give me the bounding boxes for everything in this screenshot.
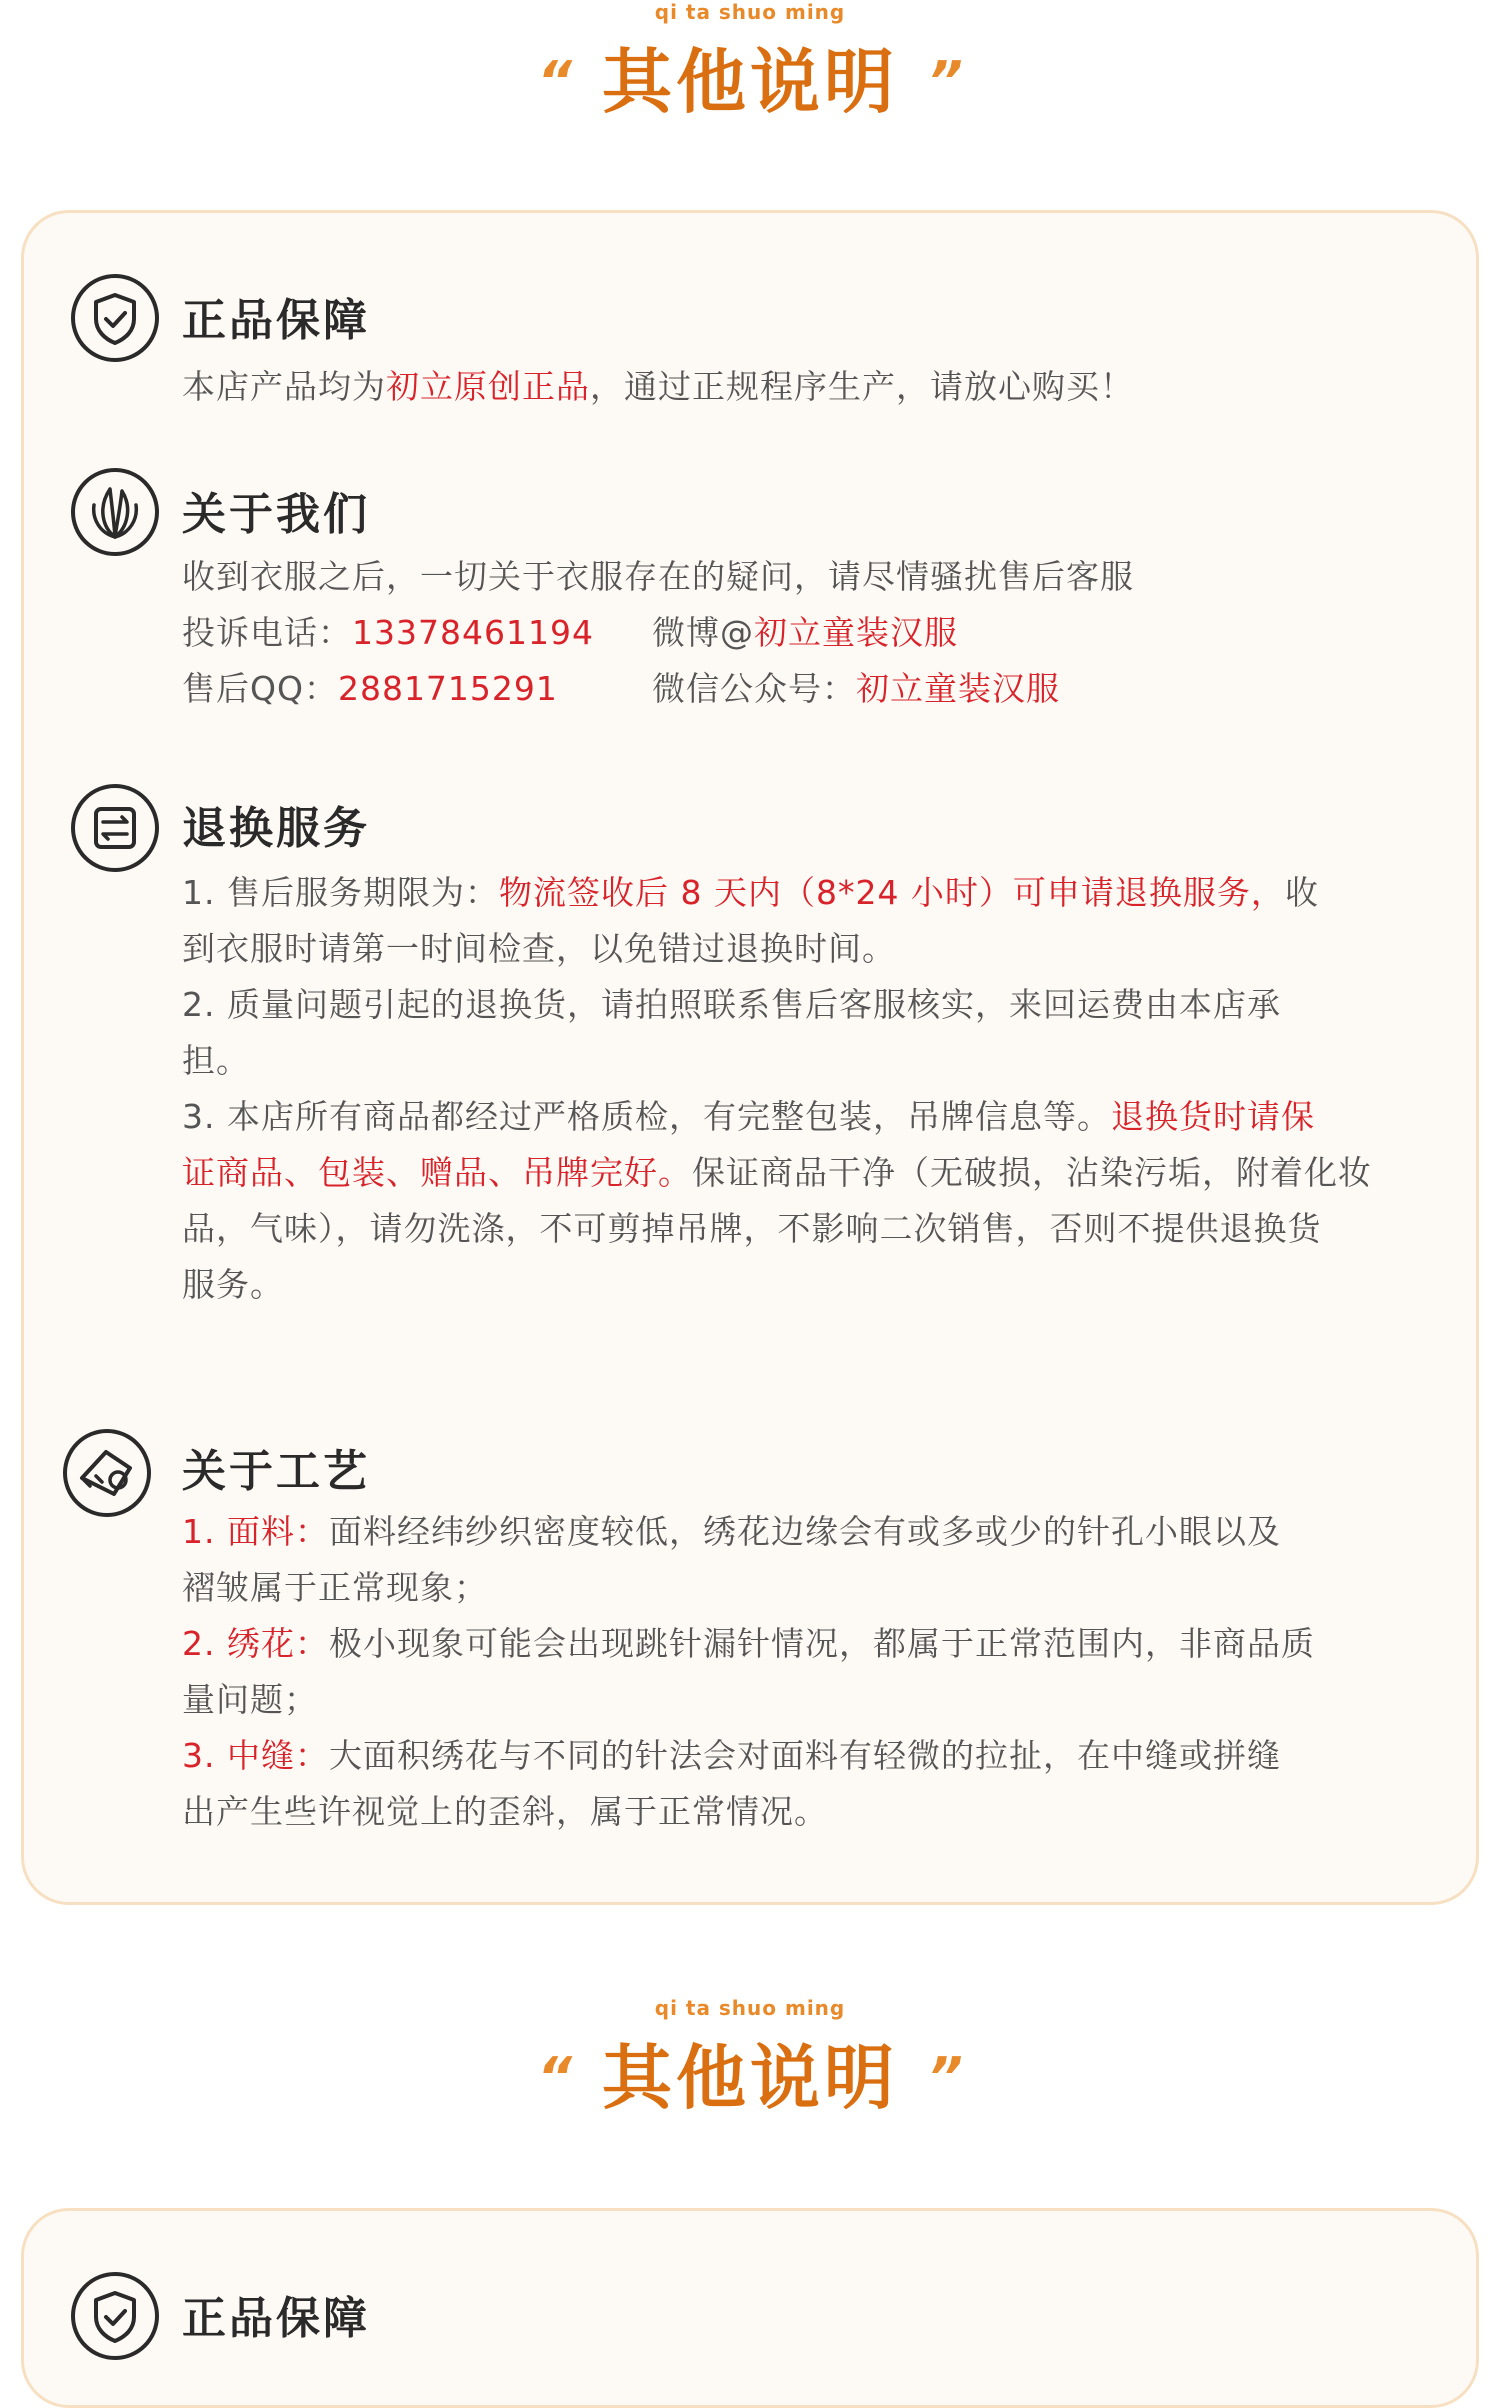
section-title: 正品保障: [182, 2293, 370, 2344]
heading-title: 其他说明: [602, 2037, 898, 2119]
weibo-label: 微博@: [652, 613, 754, 652]
text: 大面积绣花与不同的针法会对面料有轻微的拉扯，在中缝或拼缝: [328, 1736, 1281, 1775]
highlight-text: 初立原创正品: [386, 367, 590, 406]
info-card: [21, 210, 1479, 1905]
wechat-label: 微信公众号：: [652, 669, 856, 708]
qq-value: 2881715291: [337, 669, 558, 708]
quote-open-icon: “: [537, 2046, 572, 2109]
weibo-value: 初立童装汉服: [754, 613, 958, 652]
heading-pinyin: qi ta shuo ming: [654, 1996, 846, 2020]
text: 面料经纬纱织密度较低，绣花边缘会有或多或少的针孔小眼以及: [328, 1512, 1281, 1551]
heading-title: 其他说明: [602, 41, 898, 123]
phone-label: 投诉电话：: [182, 613, 352, 652]
returns-line: 品，气味），请勿洗涤，不可剪掉吊牌，不影响二次销售，否则不提供退换货: [182, 1209, 1322, 1248]
text: 保证商品干净（无破损，沾染污垢，附着化妆: [692, 1153, 1372, 1192]
wechat-value: 初立童装汉服: [856, 669, 1060, 708]
section-title: 正品保障: [182, 295, 370, 346]
craft-line: [182, 1616, 1444, 1672]
item-label: 2. 绣花：: [182, 1624, 329, 1663]
craft-line: [182, 1504, 1444, 1560]
section-body: [182, 549, 1444, 717]
qq-label: 售后QQ：: [182, 669, 338, 708]
heading-row: [0, 42, 1500, 122]
contact-row: [182, 661, 1444, 717]
info-card-repeat: [21, 2208, 1479, 2408]
text: 收: [1284, 873, 1319, 912]
returns-line: 到衣服时请第一时间检查，以免错过退换时间。: [182, 929, 896, 968]
section-title: 退换服务: [182, 803, 370, 854]
highlight-text: 退换货时请保: [1110, 1097, 1315, 1136]
section-body: [182, 865, 1444, 1313]
text: 极小现象可能会出现跳针漏针情况，都属于正常范围内，非商品质: [328, 1624, 1315, 1663]
section-title: 关于工艺: [182, 1446, 370, 1497]
quote-close-icon: ”: [928, 2046, 963, 2109]
leaf-icon: [70, 467, 160, 557]
text: 1. 售后服务期限为：: [182, 873, 499, 912]
quote-close-icon: ”: [928, 50, 963, 113]
craft-line: [182, 1728, 1444, 1784]
section-heading: [0, 0, 1500, 122]
craft-line: 量问题；: [182, 1680, 318, 1719]
text: 本店产品均为: [182, 367, 386, 406]
return-box-icon: [70, 783, 160, 873]
heading-pinyin: qi ta shuo ming: [654, 0, 846, 24]
returns-line: 担。: [182, 1041, 250, 1080]
section-body: [182, 1504, 1444, 1840]
authentic-text: [182, 359, 1444, 415]
shield-check-icon: [70, 273, 160, 363]
returns-line: 2. 质量问题引起的退换货，请拍照联系售后客服核实，来回运费由本店承: [182, 985, 1281, 1024]
item-label: 1. 面料：: [182, 1512, 329, 1551]
craft-line: 出产生些许视觉上的歪斜，属于正常情况。: [182, 1792, 828, 1831]
about-line: 收到衣服之后，一切关于衣服存在的疑问，请尽情骚扰售后客服: [182, 557, 1134, 596]
text: ，通过正规程序生产，请放心购买！: [590, 367, 1134, 406]
returns-line: 服务。: [182, 1265, 284, 1304]
text: 3. 本店所有商品都经过严格质检，有完整包装，吊牌信息等。: [182, 1097, 1111, 1136]
section-title: 关于我们: [182, 489, 370, 540]
section-heading-repeat: [0, 1996, 1500, 2118]
weibo-field: [652, 605, 958, 661]
wechat-field: [652, 661, 1060, 717]
craft-tag-icon: [62, 1428, 152, 1518]
heading-row: [0, 2038, 1500, 2118]
highlight-text: 证商品、包装、赠品、吊牌完好。: [182, 1153, 692, 1192]
section-body: [182, 359, 1444, 415]
shield-check-icon: [70, 2271, 160, 2361]
quote-open-icon: “: [537, 50, 572, 113]
contact-row: [182, 605, 1444, 661]
item-label: 3. 中缝：: [182, 1736, 329, 1775]
returns-line: [182, 865, 1444, 921]
highlight-text: 物流签收后 8 天内（8*24 小时）可申请退换服务，: [498, 873, 1285, 912]
phone-value: 13378461194: [352, 613, 594, 652]
returns-line: [182, 1145, 1444, 1201]
craft-line: 褶皱属于正常现象；: [182, 1568, 488, 1607]
returns-line: [182, 1089, 1444, 1145]
